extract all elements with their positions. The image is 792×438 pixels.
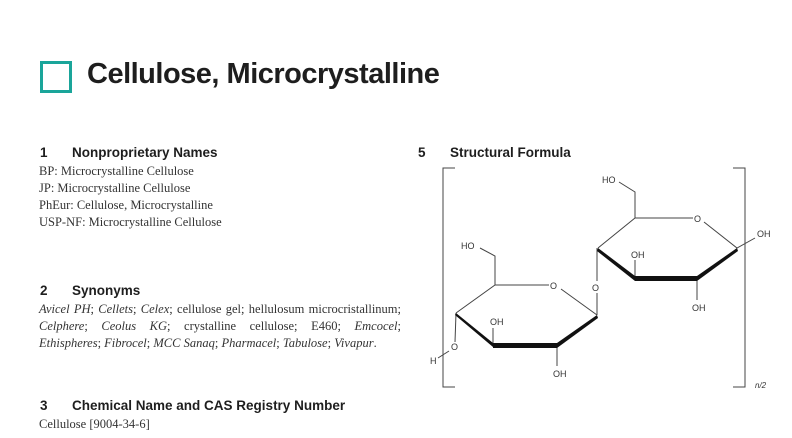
synonym-fragment: Cellets [98, 302, 133, 316]
synonym-fragment: Celex [140, 302, 170, 316]
synonym-fragment: Celphere [39, 319, 85, 333]
label-o: O [592, 283, 600, 293]
label-o: O [451, 342, 459, 352]
name-jp: JP: Microcrystalline Cellulose [39, 181, 191, 195]
section-number: 1 [40, 145, 48, 160]
synonym-fragment: ; [84, 319, 102, 333]
wedge-bond [455, 313, 493, 347]
label-oh: OH [553, 369, 567, 379]
synonym-fragment: MCC Sanaq [153, 336, 215, 350]
label-n-over-2: n/2 [755, 381, 767, 390]
section-number: 5 [418, 145, 426, 160]
synonym-fragment: Avicel PH [39, 302, 91, 316]
section-title: Structural Formula [450, 145, 571, 160]
cas-number: Cellulose [9004-34-6] [39, 417, 150, 431]
synonym-fragment: ; [133, 302, 141, 316]
right-bracket [733, 168, 745, 387]
synonym-fragment: Ceolus KG [101, 319, 168, 333]
name-pheur: PhEur: Cellulose, Microcrystalline [39, 198, 213, 212]
label-oh: OH [631, 250, 645, 260]
synonym-fragment: Ethispheres [39, 336, 98, 350]
section-title: Synonyms [72, 283, 141, 298]
synonym-fragment: ; [397, 319, 401, 333]
wedge-bond [697, 248, 738, 281]
label-o: O [694, 214, 702, 224]
section-title: Chemical Name and CAS Registry Number [72, 398, 346, 413]
synonym-fragment: ; [214, 336, 222, 350]
label-h: H [430, 356, 437, 366]
page-title: Cellulose, Microcrystalline [87, 58, 440, 90]
synonym-fragment: Pharmacel [221, 336, 277, 350]
label-oh: OH [692, 303, 706, 313]
name-bp: BP: Microcrystalline Cellulose [39, 164, 194, 178]
label-oh: OH [490, 317, 504, 327]
bold-bond [635, 276, 697, 281]
label-o: O [550, 281, 558, 291]
synonym-fragment: ; [276, 336, 283, 350]
label-ho: HO [602, 175, 616, 185]
label-ho: HO [461, 241, 475, 251]
synonym-fragment: ; [97, 336, 105, 350]
section-title: Nonproprietary Names [72, 145, 218, 160]
synonym-fragment: Tabulose [282, 336, 328, 350]
synonym-fragment: ; cellulose gel; hellulosum microcristallinum; [169, 302, 401, 316]
synonym-fragment: Emcocel [354, 319, 398, 333]
synonym-fragment: Fibrocel [104, 336, 147, 350]
wedge-bond [557, 315, 598, 348]
synonym-fragment: ; [327, 336, 335, 350]
name-usp: USP-NF: Microcrystalline Cellulose [39, 215, 222, 229]
synonym-fragment: Vivapur [334, 336, 374, 350]
bold-bond [493, 343, 557, 348]
wedge-bond [597, 248, 635, 281]
section-number: 3 [40, 398, 48, 413]
label-oh: OH [757, 229, 771, 239]
synonym-fragment: . [373, 336, 377, 350]
synonym-fragment: ; crystalline cellulose; E460; [167, 319, 355, 333]
synonym-fragment: ; [146, 336, 154, 350]
section-number: 2 [40, 283, 48, 298]
synonym-fragment: ; [90, 302, 99, 316]
